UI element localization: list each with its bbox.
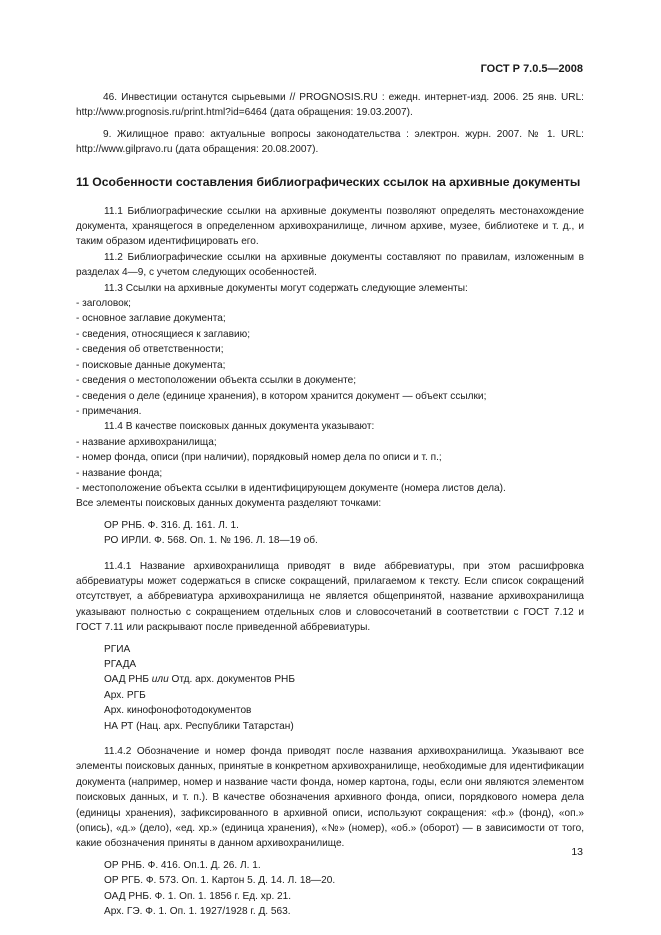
example-line: РГАДА <box>104 659 137 670</box>
reference-46: 46. Инвестиции останутся сырьевыми // PROGNOSIS.RU : ежедн. интернет-изд. 2006. 25 янв. URL: http://www.prognosis.ru/print.html?id=6464 (дата обращения: 19.03.2007). <box>76 92 584 119</box>
document-code: ГОСТ Р 7.0.5—2008 <box>480 63 583 75</box>
search-data-list <box>76 435 584 497</box>
list-item: - основное заглавие документа; <box>76 313 226 325</box>
example-line: ОР РНБ. Ф. 316. Д. 161. Л. 1. <box>104 519 239 531</box>
page-number: 13 <box>571 846 583 858</box>
example-part: Отд. арх. документов РНБ <box>168 674 295 686</box>
example-line: Арх. РГБ <box>104 689 146 701</box>
example-or: или <box>151 674 169 686</box>
list-item: - сведения об ответственности; <box>76 344 224 356</box>
paragraph-11-4-2: 11.4.2 Обозначение и номер фонда приводят после названия архивохранилища. Указывают все элементы поисковых данных, принятые в конкретном архивохранилище, необходимые для идентификации документа (например, номер и название части фонда, номер картона, годы, если они являются элементом поисковых данных, и т. п.). В качестве обозначения архивного фонда, описи, порядкового номера дела (единицы хранения), зафиксированного в архивной описи, используют сокращения: «ф.» (фонд), «оп.» (опись), «д.» (дело), «ед. хр.» (единица хранения), «№» (номер), «об.» (оборот) — в зависимости от того, какие обозначения приняты в данном архивохранилище. <box>76 746 584 850</box>
example-line <box>104 672 584 687</box>
paragraph-11-4-tail: Все элементы поисковых данных документа разделяют точками: <box>76 498 382 510</box>
list-item: - сведения о деле (единице хранения), в котором хранится документ — объект ссылки; <box>76 390 487 402</box>
example-line: ОАД РНБ. Ф. 1. Оп. 1. 1856 г. Ед. хр. 21. <box>104 890 292 902</box>
reference-9: 9. Жилищное право: актуальные вопросы законодательства : электрон. журн. 2007. № 1. URL: http://www.gilpravo.ru (дата обращения: 20.08.2007). <box>76 128 584 156</box>
paragraph-11-3: 11.3 Ссылки на архивные документы могут содержать следующие элементы: <box>104 282 468 294</box>
paragraph-11-4: 11.4 В качестве поисковых данных документа указывают: <box>104 421 375 433</box>
list-item: - название фонда; <box>76 467 163 479</box>
example-line: РО ИРЛИ. Ф. 568. Оп. 1. № 196. Л. 18—19 об. <box>104 535 318 547</box>
example-line: ОР РНБ. Ф. 416. Оп.1. Д. 26. Л. 1. <box>104 859 261 871</box>
list-item: - сведения о местоположении объекта ссылки в документе; <box>76 375 357 387</box>
list-item: - местоположение объекта ссылки в идентифицирующем документе (номера листов дела). <box>76 482 506 494</box>
example-line: Арх. кинофонофотодокументов <box>104 705 252 717</box>
paragraph-11-2: 11.2 Библиографические ссылки на архивные документы составляют по правилам, изложенным в разделах 4—9, с учетом следующих особенностей. <box>76 251 584 279</box>
elements-list <box>76 296 584 419</box>
paragraph-11-4-1: 11.4.1 Название архивохранилища приводят в виде аббревиатуры, при этом расшифровка аббревиатуры может содержаться в списке сокращений, прилагаемом к тексту. Если список сокращений отсутствует, а аббревиатура архивохранилища не является общепринятой, название архивохранилища указывают полностью с сокращением отдельных слов и словосочетаний в соответствии с ГОСТ 7.12 и ГОСТ 7.11 или раскрывают после приведенной аббревиатуры. <box>76 560 584 634</box>
examples-block-1 <box>104 518 584 549</box>
list-item: - примечания. <box>76 405 142 417</box>
example-line: ОР РГБ. Ф. 573. Оп. 1. Картон 5. Д. 14. Л. 18—20. <box>104 875 336 887</box>
list-item: - поисковые данные документа; <box>76 359 226 371</box>
examples-block-2 <box>104 642 584 734</box>
example-line: НА РТ (Нац. арх. Республики Татарстан) <box>104 720 294 732</box>
examples-block-3 <box>104 858 584 920</box>
example-part: ОАД РНБ <box>104 674 152 686</box>
example-line: Арх. ГЭ. Ф. 1. Оп. 1. 1927/1928 г. Д. 563. <box>104 906 291 918</box>
paragraph-11-1: 11.1 Библиографические ссылки на архивные документы позволяют определять местонахождение документа, хранящегося в определенном архивохранилище, личном архиве, музее, библиотеке и т. д., и таким образом идентифицировать его. <box>76 205 584 248</box>
list-item: - название архивохранилища; <box>76 436 217 448</box>
list-item: - сведения, относящиеся к заглавию; <box>76 328 251 340</box>
example-line: РГИА <box>104 643 131 655</box>
list-item: - заголовок; <box>76 298 131 310</box>
section-heading: 11 Особенности составления библиографических ссылок на архивные документы <box>76 174 581 189</box>
page-body <box>76 90 584 920</box>
list-item: - номер фонда, описи (при наличии), порядковый номер дела по описи и т. п.; <box>76 452 442 464</box>
